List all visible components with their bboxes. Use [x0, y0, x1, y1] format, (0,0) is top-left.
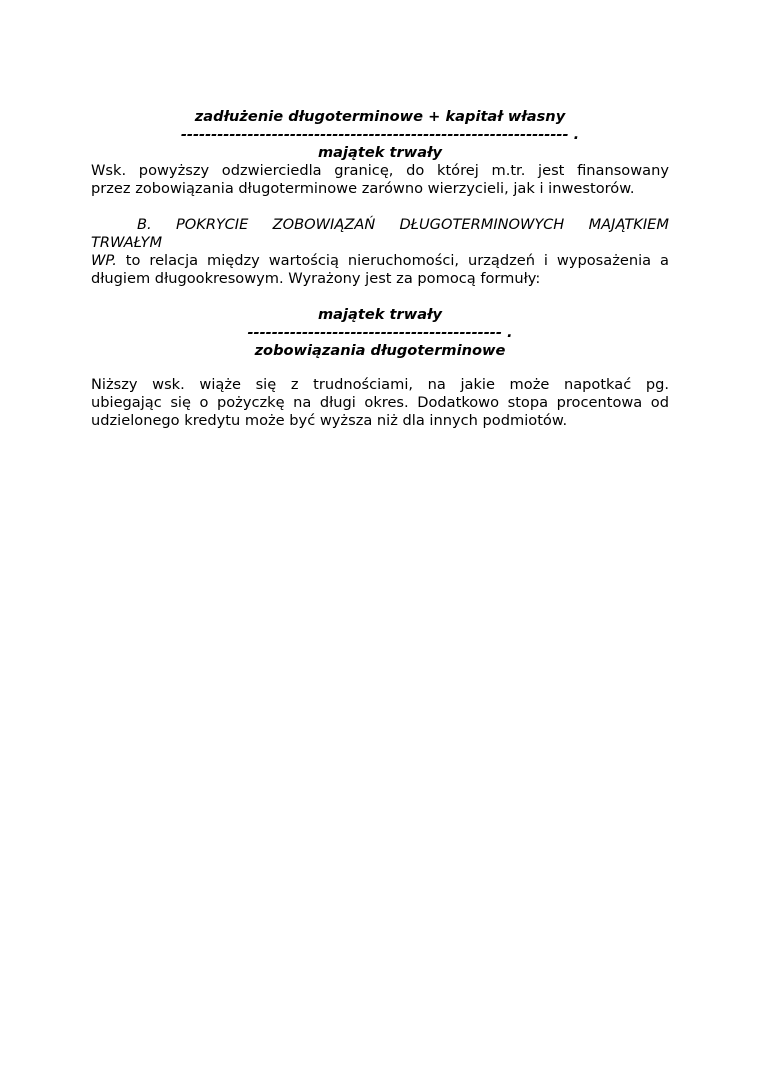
paragraph-2-line: ubiegając się o pożyczkę na długi okres. Dodatkowo stopa procentowa od [91, 394, 669, 411]
paragraph-2-line: udzielonego kredytu może być wyższa niż dla innych podmiotów. [91, 412, 568, 429]
formula-2-numerator: majątek trwały [317, 306, 443, 323]
section-b-heading-cont: TRWAŁYM [91, 234, 163, 251]
wp-abbreviation: WP. [91, 252, 117, 269]
section-b-line: długiem długookresowym. Wyrażony jest za pomocą formuły: [91, 270, 541, 287]
section-b-heading: B. POKRYCIE ZOBOWIĄZAŃ DŁUGOTERMINOWYCH MAJĄTKIEM [137, 216, 669, 233]
section-b-line [91, 252, 669, 270]
paragraph-1-line: Wsk. powyższy odzwierciedla granicę, do której m.tr. jest finansowany [91, 162, 669, 179]
paragraph-1-line: przez zobowiązania długoterminowe zarówno wierzycieli, jak i inwestorów. [91, 180, 635, 197]
formula-2-divider: ------------------------------------------ . [247, 324, 513, 341]
section-b-text: to relacja między wartością nieruchomości, urządzeń i wyposażenia a [116, 252, 669, 269]
formula-1-divider: ---------------------------------------------------------------- . [180, 126, 580, 143]
paragraph-2-line: Niższy wsk. wiąże się z trudnościami, na jakie może napotkać pg. [91, 376, 669, 393]
formula-1-denominator: majątek trwały [317, 144, 443, 161]
formula-1-numerator: zadłużenie długoterminowe + kapitał własny [194, 108, 566, 125]
formula-2-denominator: zobowiązania długoterminowe [254, 342, 506, 359]
